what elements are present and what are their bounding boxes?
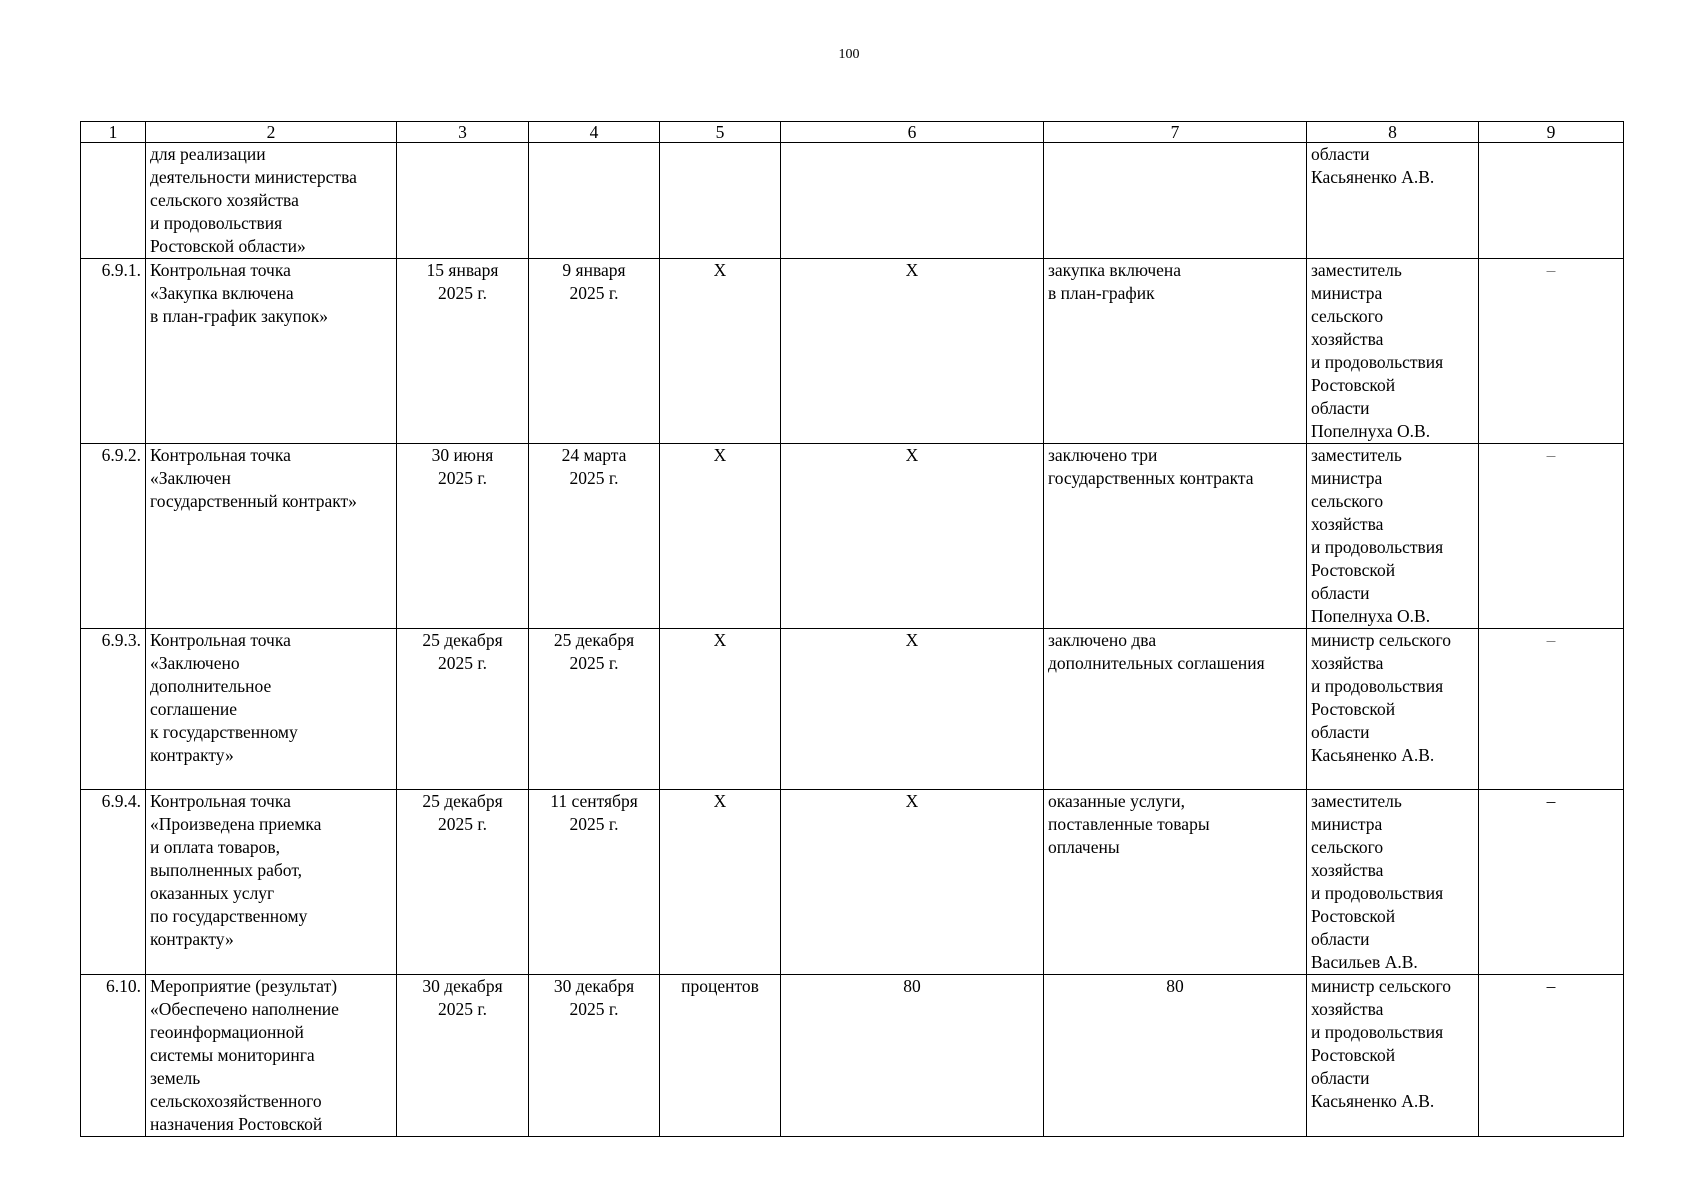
plan-date: 15 января 2025 г.	[397, 259, 529, 444]
unit: X	[660, 259, 781, 444]
fact-date	[529, 143, 660, 259]
plan-date: 25 декабря 2025 г.	[397, 629, 529, 790]
responsible: министр сельского хозяйства и продовольствия Ростовской области Касьяненко А.В.	[1307, 975, 1479, 1137]
responsible: области Касьяненко А.В.	[1307, 143, 1479, 259]
plan-value: X	[781, 259, 1044, 444]
fact-value	[1044, 143, 1307, 259]
column-header: 8	[1307, 122, 1479, 143]
table-row	[81, 444, 1624, 629]
fact-date: 9 января 2025 г.	[529, 259, 660, 444]
event-name: для реализации деятельности министерства сельского хозяйства и продовольствия Ростовской области»	[146, 143, 397, 259]
responsible: министр сельского хозяйства и продовольствия Ростовской области Касьяненко А.В.	[1307, 629, 1479, 790]
unit: X	[660, 790, 781, 975]
column-header: 2	[146, 122, 397, 143]
column-header: 3	[397, 122, 529, 143]
report-table	[80, 121, 1624, 1137]
column-header: 7	[1044, 122, 1307, 143]
unit: процентов	[660, 975, 781, 1137]
table-header-row	[81, 122, 1624, 143]
plan-value: X	[781, 790, 1044, 975]
table-row	[81, 143, 1624, 259]
row-number: 6.9.2.	[81, 444, 146, 629]
unit: X	[660, 629, 781, 790]
event-name: Контрольная точка «Закупка включена в план-график закупок»	[146, 259, 397, 444]
unit	[660, 143, 781, 259]
fact-value: заключено два дополнительных соглашения	[1044, 629, 1307, 790]
note: –	[1479, 790, 1624, 975]
table-row	[81, 790, 1624, 975]
column-header: 4	[529, 122, 660, 143]
plan-date: 30 декабря 2025 г.	[397, 975, 529, 1137]
responsible: заместитель министра сельского хозяйства и продовольствия Ростовской области Попелнуха О.В.	[1307, 444, 1479, 629]
column-header: 5	[660, 122, 781, 143]
fact-value: 80	[1044, 975, 1307, 1137]
fact-date: 25 декабря 2025 г.	[529, 629, 660, 790]
page-number: 100	[838, 47, 860, 62]
table-row	[81, 259, 1624, 444]
column-header: 6	[781, 122, 1044, 143]
event-name: Мероприятие (результат) «Обеспечено наполнение геоинформационной системы мониторинга земель сельскохозяйственного назначения Ростовской	[146, 975, 397, 1137]
fact-value: заключено три государственных контракта	[1044, 444, 1307, 629]
plan-date: 25 декабря 2025 г.	[397, 790, 529, 975]
plan-value: 80	[781, 975, 1044, 1137]
responsible: заместитель министра сельского хозяйства и продовольствия Ростовской области Попелнуха О.В.	[1307, 259, 1479, 444]
note: –	[1479, 444, 1624, 629]
note: –	[1479, 975, 1624, 1137]
column-header: 1	[81, 122, 146, 143]
row-number: 6.9.4.	[81, 790, 146, 975]
note: –	[1479, 259, 1624, 444]
unit: X	[660, 444, 781, 629]
plan-date	[397, 143, 529, 259]
fact-date: 30 декабря 2025 г.	[529, 975, 660, 1137]
fact-value: оказанные услуги, поставленные товары оплачены	[1044, 790, 1307, 975]
row-number	[81, 143, 146, 259]
row-number: 6.9.1.	[81, 259, 146, 444]
event-name: Контрольная точка «Заключен государственный контракт»	[146, 444, 397, 629]
fact-date: 11 сентября 2025 г.	[529, 790, 660, 975]
plan-value: X	[781, 444, 1044, 629]
row-number: 6.10.	[81, 975, 146, 1137]
plan-date: 30 июня 2025 г.	[397, 444, 529, 629]
responsible: заместитель министра сельского хозяйства и продовольствия Ростовской области Васильев А.В.	[1307, 790, 1479, 975]
note: –	[1479, 629, 1624, 790]
event-name: Контрольная точка «Заключено дополнительное соглашение к государственному контракту»	[146, 629, 397, 790]
row-number: 6.9.3.	[81, 629, 146, 790]
plan-value	[781, 143, 1044, 259]
fact-value: закупка включена в план-график	[1044, 259, 1307, 444]
event-name: Контрольная точка «Произведена приемка и оплата товаров, выполненных работ, оказанных услуг по государственному контракту»	[146, 790, 397, 975]
note	[1479, 143, 1624, 259]
table-row	[81, 975, 1624, 1137]
fact-date: 24 марта 2025 г.	[529, 444, 660, 629]
column-header: 9	[1479, 122, 1624, 143]
table-row	[81, 629, 1624, 790]
plan-value: X	[781, 629, 1044, 790]
